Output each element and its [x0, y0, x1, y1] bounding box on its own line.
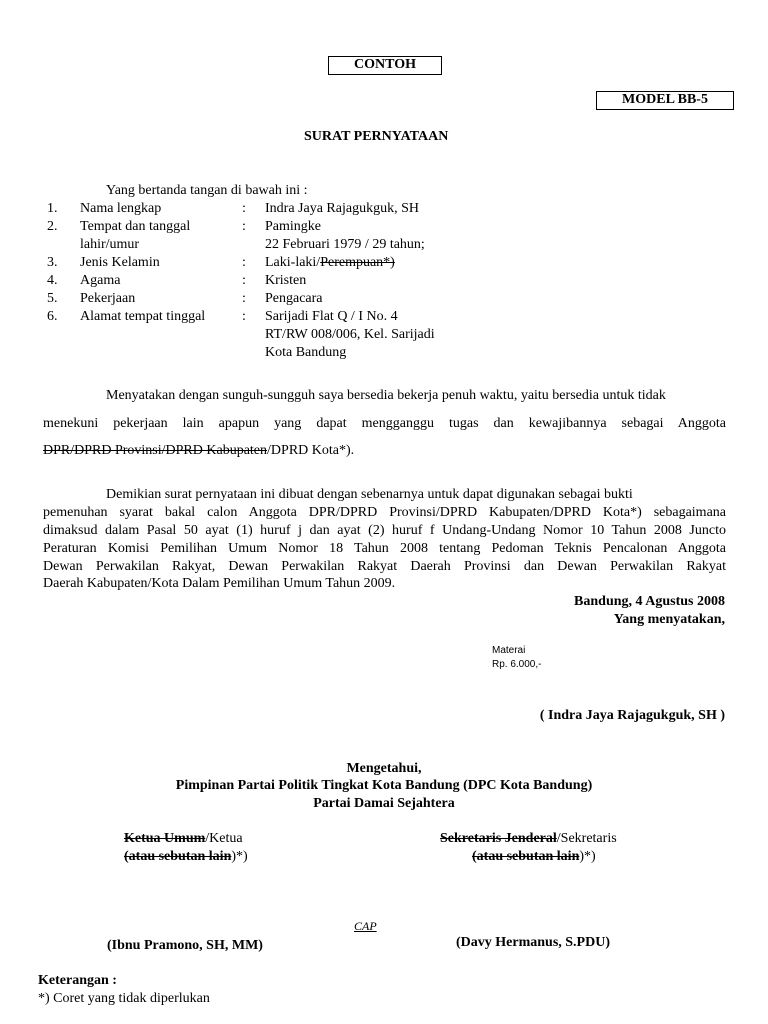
field-sep: :	[242, 309, 246, 324]
gender-value: Laki-laki/	[265, 255, 321, 270]
declarant-name: ( Indra Jaya Rajagukguk, SH )	[539, 708, 725, 723]
statement-rest: /DPRD Kota*).	[267, 443, 355, 458]
closing-line: Demikian surat pernyataan ini dibuat dengan sebenarnya untuk dapat digunakan sebagai bukti	[106, 487, 633, 502]
field-value: Indra Jaya Rajagukguk, SH	[265, 201, 419, 216]
right-title-rest: /Sekretaris	[556, 831, 617, 846]
field-sep: :	[242, 273, 246, 288]
closing-line: pemenuhan syarat bakal calon Anggota DPR/DPRD Provinsi/DPRD Kabupaten/DPRD Kota*) sebagaimana	[43, 505, 726, 520]
left-title-rest: /Ketua	[205, 831, 243, 846]
field-value-cont: Kota Bandung	[265, 345, 347, 360]
field-value-cont: RT/RW 008/006, Kel. Sarijadi	[265, 327, 435, 342]
statement-line: menekuni pekerjaan lain apapun yang dapat mengganggu tugas dan kewajibannya sebagai Anggota	[43, 416, 726, 431]
field-value: Pengacara	[265, 291, 323, 306]
field-num: 2.	[47, 219, 58, 234]
closing-line: Peraturan Komisi Pemilihan Umum Nomor 18 Tahun 2008 tentang Pedoman Teknis Pencalonan Anggota	[43, 541, 726, 556]
field-sep: :	[242, 291, 246, 306]
field-value: Sarijadi Flat Q / I No. 4	[265, 309, 398, 324]
acknowledge-heading: Mengetahui,	[346, 761, 422, 776]
left-alt-struck: (atau sebutan lain	[124, 849, 232, 864]
right-title-alt	[472, 849, 596, 865]
closing-line: dimaksud dalam Pasal 50 ayat (1) huruf j dan ayat (2) huruf f Undang-Undang Nomor 10 Tahun 2008 Juncto	[43, 523, 726, 538]
left-signatory-name: (Ibnu Pramono, SH, MM)	[107, 938, 263, 953]
left-title-struck: Ketua Umum	[124, 831, 206, 846]
acknowledge-line: Partai Damai Sejahtera	[313, 796, 455, 811]
left-title-alt	[124, 849, 248, 865]
field-label-cont: lahir/umur	[80, 237, 140, 252]
materai-value: Rp. 6.000,-	[492, 659, 542, 670]
statement-line: Menyatakan dengan sunguh-sungguh saya bersedia bekerja penuh waktu, yaitu bersedia untuk tidak	[106, 388, 666, 403]
field-sep: :	[242, 255, 246, 270]
gender-struck: Perempuan*)	[320, 255, 395, 270]
field-num: 6.	[47, 309, 58, 324]
field-num: 4.	[47, 273, 58, 288]
field-label: Pekerjaan	[80, 291, 136, 306]
field-value: Pamingke	[265, 219, 321, 234]
statement-line	[43, 443, 354, 459]
cap-label: CAP	[354, 919, 377, 933]
closing-line: Dewan Perwakilan Rakyat, Dewan Perwakilan Rakyat Daerah Provinsi dan Dewan Perwakilan Rakyat	[43, 559, 726, 574]
field-num: 1.	[47, 201, 58, 216]
right-alt-rest: )*)	[579, 849, 596, 864]
field-value-cont: 22 Februari 1979 / 29 tahun;	[265, 237, 425, 252]
acknowledge-line: Pimpinan Partai Politik Tingkat Kota Bandung (DPC Kota Bandung)	[175, 778, 593, 793]
right-title	[440, 831, 617, 847]
field-label: Jenis Kelamin	[80, 255, 160, 270]
place-date: Bandung, 4 Agustus 2008	[574, 594, 725, 609]
right-signatory-name: (Davy Hermanus, S.PDU)	[456, 935, 610, 950]
right-title-struck: Sekretaris Jenderal	[440, 831, 557, 846]
field-label: Tempat dan tanggal	[80, 219, 191, 234]
declarant-label: Yang menyatakan,	[613, 612, 725, 627]
intro-text: Yang bertanda tangan di bawah ini :	[106, 183, 308, 198]
field-num: 5.	[47, 291, 58, 306]
field-num: 3.	[47, 255, 58, 270]
field-sep: :	[242, 201, 246, 216]
left-title	[124, 831, 243, 847]
notes-heading: Keterangan :	[38, 973, 117, 988]
field-label: Alamat tempat tinggal	[80, 309, 206, 324]
field-sep: :	[242, 219, 246, 234]
notes-line: *) Coret yang tidak diperlukan	[38, 991, 210, 1006]
closing-line: Daerah Kabupaten/Kota Dalam Pemilihan Umum Tahun 2009.	[43, 576, 396, 591]
statement-struck: DPR/DPRD Provinsi/DPRD Kabupaten	[43, 443, 268, 458]
materai-label: Materai	[492, 645, 526, 656]
document-title: SURAT PERNYATAAN	[304, 129, 449, 144]
model-box: MODEL BB-5	[596, 91, 734, 110]
field-label: Nama lengkap	[80, 201, 162, 216]
contoh-box: CONTOH	[328, 56, 442, 75]
left-alt-rest: )*)	[231, 849, 248, 864]
right-alt-struck: (atau sebutan lain	[472, 849, 580, 864]
field-label: Agama	[80, 273, 121, 288]
field-value: Kristen	[265, 273, 307, 288]
field-value	[265, 255, 395, 271]
